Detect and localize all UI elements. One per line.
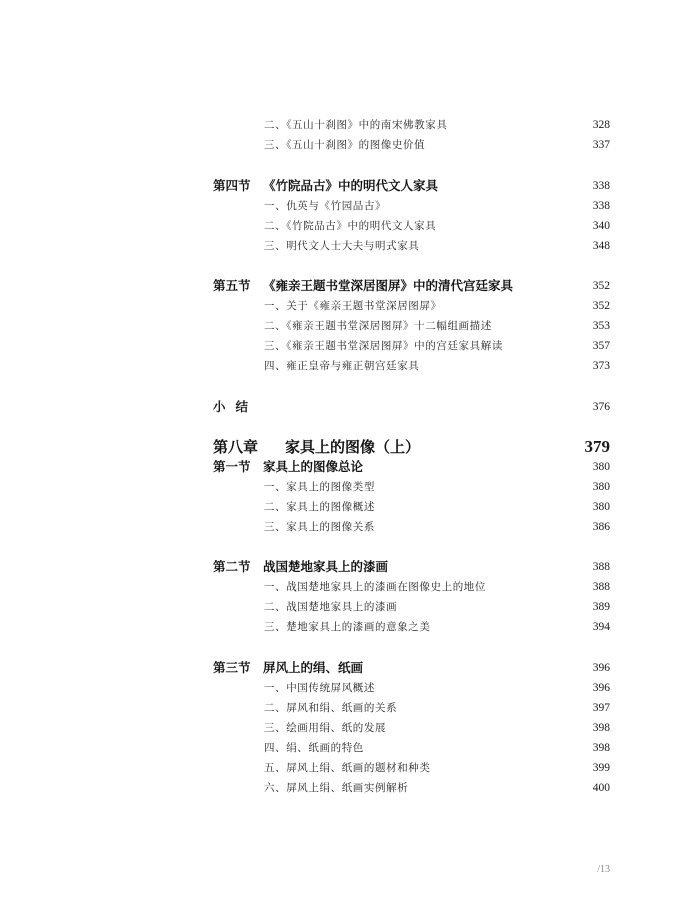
toc-entry — [0, 780, 683, 796]
toc-chapter — [0, 437, 683, 457]
toc-entry — [0, 358, 683, 374]
toc-entry — [0, 680, 683, 696]
entry-title: 二、战国楚地家具上的漆画 — [264, 601, 398, 613]
chapter-number: 第八章 — [213, 438, 259, 456]
entry-title: 二、屏风和绢、纸画的关系 — [264, 702, 398, 714]
entry-page: 396 — [592, 662, 610, 674]
entry-title: 三、楚地家具上的漆画的意象之美 — [264, 621, 431, 633]
toc-section — [0, 278, 683, 294]
toc-entry — [0, 760, 683, 776]
toc-entry — [0, 238, 683, 254]
entry-page: 388 — [592, 581, 610, 593]
toc-entry — [0, 740, 683, 756]
summary-title: 小结 — [213, 399, 259, 414]
page-folio: /13 — [597, 864, 610, 875]
entry-title: 二、《五山十刹图》中的南宋佛教家具 — [264, 119, 448, 131]
entry-page: 357 — [592, 340, 610, 352]
toc-section — [0, 459, 683, 475]
entry-title: 一、关于《雍亲王题书堂深居图屏》 — [264, 300, 442, 312]
toc-entry — [0, 298, 683, 314]
section-number: 第三节 — [213, 660, 251, 675]
entry-page: 348 — [592, 240, 610, 252]
entry-title: 一、战国楚地家具上的漆画在图像史上的地位 — [264, 581, 486, 593]
toc-entry — [0, 198, 683, 214]
entry-page: 340 — [592, 220, 610, 232]
entry-page: 376 — [592, 401, 610, 413]
entry-title: 三、绘画用绢、纸的发展 — [264, 722, 387, 734]
entry-page: 337 — [592, 139, 610, 151]
section-number: 第一节 — [213, 459, 251, 474]
chapter-title: 家具上的图像（上） — [285, 438, 421, 456]
entry-page: 352 — [592, 300, 610, 312]
entry-page: 388 — [592, 561, 610, 573]
entry-title: 一、家具上的图像类型 — [264, 481, 375, 493]
toc-entry — [0, 720, 683, 736]
entry-page: 400 — [592, 782, 610, 794]
section-title: 屏风上的绢、纸画 — [263, 660, 364, 675]
section-title: 家具上的图像总论 — [263, 459, 364, 474]
toc-entry — [0, 619, 683, 635]
entry-title: 二、《竹院品古》中的明代文人家具 — [264, 220, 437, 232]
toc-entry — [0, 318, 683, 334]
entry-page: 338 — [592, 200, 610, 212]
entry-page: 389 — [592, 601, 610, 613]
toc-entry — [0, 479, 683, 495]
entry-page: 398 — [592, 722, 610, 734]
toc-entry — [0, 137, 683, 153]
entry-page: 373 — [592, 360, 610, 372]
toc-entry — [0, 579, 683, 595]
section-number: 第四节 — [213, 178, 251, 193]
toc-section — [0, 178, 683, 194]
entry-title: 三、《雍亲王题书堂深居图屏》中的宫廷家具解读 — [264, 340, 503, 352]
entry-title: 二、《雍亲王题书堂深居图屏》十二幅组画描述 — [264, 320, 492, 332]
entry-title: 五、屏风上绢、纸画的题材和种类 — [264, 762, 431, 774]
entry-page: 380 — [592, 461, 610, 473]
entry-page: 399 — [592, 762, 610, 774]
entry-page: 338 — [592, 180, 610, 192]
chapter-page: 379 — [584, 437, 610, 456]
section-number: 第二节 — [213, 559, 251, 574]
entry-title: 三、《五山十刹图》的图像史价值 — [264, 139, 426, 151]
section-number: 第五节 — [213, 278, 251, 293]
toc-section — [0, 559, 683, 575]
toc-entry — [0, 700, 683, 716]
toc-summary — [0, 399, 683, 415]
entry-title: 三、明代文人士大夫与明式家具 — [264, 240, 420, 252]
section-title: 《竹院品古》中的明代文人家具 — [263, 178, 439, 193]
section-title: 战国楚地家具上的漆画 — [263, 559, 389, 574]
toc-entry — [0, 218, 683, 234]
entry-page: 353 — [592, 320, 610, 332]
entry-page: 398 — [592, 742, 610, 754]
entry-title: 四、雍正皇帝与雍正朝宫廷家具 — [264, 360, 420, 372]
entry-page: 328 — [592, 119, 610, 131]
entry-title: 一、仇英与《竹园品古》 — [264, 200, 387, 212]
entry-page: 380 — [592, 481, 610, 493]
toc-entry — [0, 519, 683, 535]
toc-entry — [0, 117, 683, 133]
entry-page: 386 — [592, 521, 610, 533]
entry-title: 六、屏风上绢、纸画实例解析 — [264, 782, 409, 794]
toc-entry — [0, 499, 683, 515]
entry-title: 三、家具上的图像关系 — [264, 521, 375, 533]
toc-entry — [0, 338, 683, 354]
toc-entry — [0, 599, 683, 615]
entry-title: 四、绢、纸画的特色 — [264, 742, 364, 754]
entry-title: 一、中国传统屏风概述 — [264, 682, 375, 694]
entry-page: 380 — [592, 501, 610, 513]
entry-page: 394 — [592, 621, 610, 633]
entry-page: 352 — [592, 280, 610, 292]
entry-page: 396 — [592, 682, 610, 694]
section-title: 《雍亲王题书堂深居图屏》中的清代宫廷家具 — [263, 278, 514, 293]
entry-title: 二、家具上的图像概述 — [264, 501, 375, 513]
entry-page: 397 — [592, 702, 610, 714]
toc-section — [0, 660, 683, 676]
